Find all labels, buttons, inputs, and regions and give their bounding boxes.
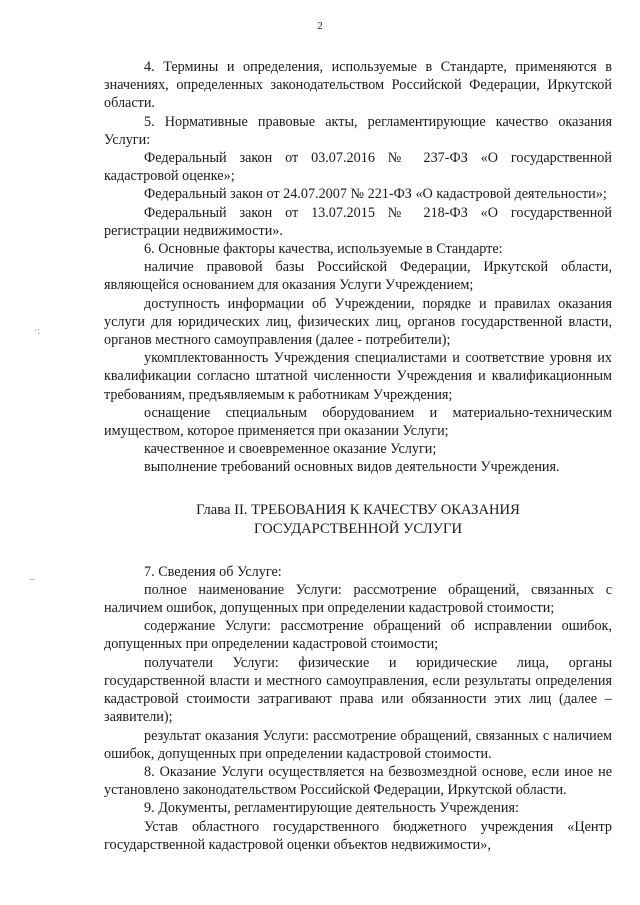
paragraph-terms: 4. Термины и определения, используемые в Стандарте, применяются в значениях, определенных законодательством Российской Федерации, Иркутской области.	[104, 59, 612, 112]
paragraph-information-access: доступность информации об Учреждении, порядке и правилах оказания услуги для юридических лиц, физических лиц, органов государственной власти, органов местного самоуправления (далее - потребители);	[104, 295, 612, 349]
document-body	[104, 58, 612, 854]
paragraph-service-info: 7. Сведения об Услуге:	[144, 563, 282, 580]
paragraph-staffing: укомплектованность Учреждения специалистами и соответствие уровня их квалификации согласно штатной численности Учреждения и квалификационным требованиям, предъявляемым к работникам Учреждения;	[104, 350, 612, 403]
paragraph-equipment: оснащение специальным оборудованием и материально-техническим имуществом, которое применяется при оказании Услуги;	[104, 404, 612, 440]
paragraph-documents: 9. Документы, регламентирующие деятельность Учреждения:	[144, 800, 519, 817]
paragraph-quality-factors: 6. Основные факторы качества, используемые в Стандарте:	[144, 241, 503, 258]
paragraph-requirements: выполнение требований основных видов деятельности Учреждения.	[144, 459, 560, 476]
paragraph-content: содержание Услуги: рассмотрение обращений об исправлении ошибок, допущенных при определении кадастровой стоимости;	[104, 618, 612, 653]
margin-mark: –	[30, 574, 35, 585]
paragraph-recipients: получатели Услуги: физические и юридические лица, органы государственной власти и местного самоуправления, если результаты определения кадастровой стоимости затрагивают права или обязанности этих лиц (далее – заявители);	[104, 654, 612, 726]
page-number: 2	[317, 20, 323, 32]
paragraph-law-218: Федеральный закон от 13.07.2015 № 218-ФЗ «О государственной регистрации недвижимости».	[104, 204, 612, 239]
paragraph-legal-base: наличие правовой базы Российской Федерации, Иркутской области, являющейся основанием для оказания Услуги Учреждением;	[104, 259, 612, 294]
paragraph-law-221: Федеральный закон от 24.07.2007 № 221-ФЗ «О кадастровой деятельности»;	[144, 186, 607, 203]
paragraph-timely-service: качественное и своевременное оказание Услуги;	[144, 441, 437, 458]
paragraph-free-of-charge: 8. Оказание Услуги осуществляется на безвозмездной основе, если иное не установлено законодательством Российской Федерации, Иркутской области.	[104, 763, 612, 799]
paragraph-legal-acts: 5. Нормативные правовые акты, регламентирующие качество оказания Услуги:	[104, 113, 612, 148]
paragraph-result: результат оказания Услуги: рассмотрение обращений, связанных с наличием ошибок, допущенных при определении кадастровой стоимости.	[104, 727, 612, 762]
paragraph-law-237: Федеральный закон от 03.07.2016 № 237-ФЗ «О государственной кадастровой оценке»;	[104, 150, 612, 185]
chapter-heading-line1: Глава II. ТРЕБОВАНИЯ К КАЧЕСТВУ ОКАЗАНИЯ	[196, 501, 520, 518]
chapter-heading-line2: ГОСУДАРСТВЕННОЙ УСЛУГИ	[254, 520, 462, 537]
margin-mark: ·:	[34, 326, 41, 337]
paragraph-full-name: полное наименование Услуги: рассмотрение обращений, связанных с наличием ошибок, допущенных при определении кадастровой стоимости;	[104, 581, 612, 617]
paragraph-charter: Устав областного государственного бюджетного учреждения «Центр государственной кадастровой оценки объектов недвижимости»,	[104, 818, 612, 853]
chapter-heading	[104, 501, 612, 539]
